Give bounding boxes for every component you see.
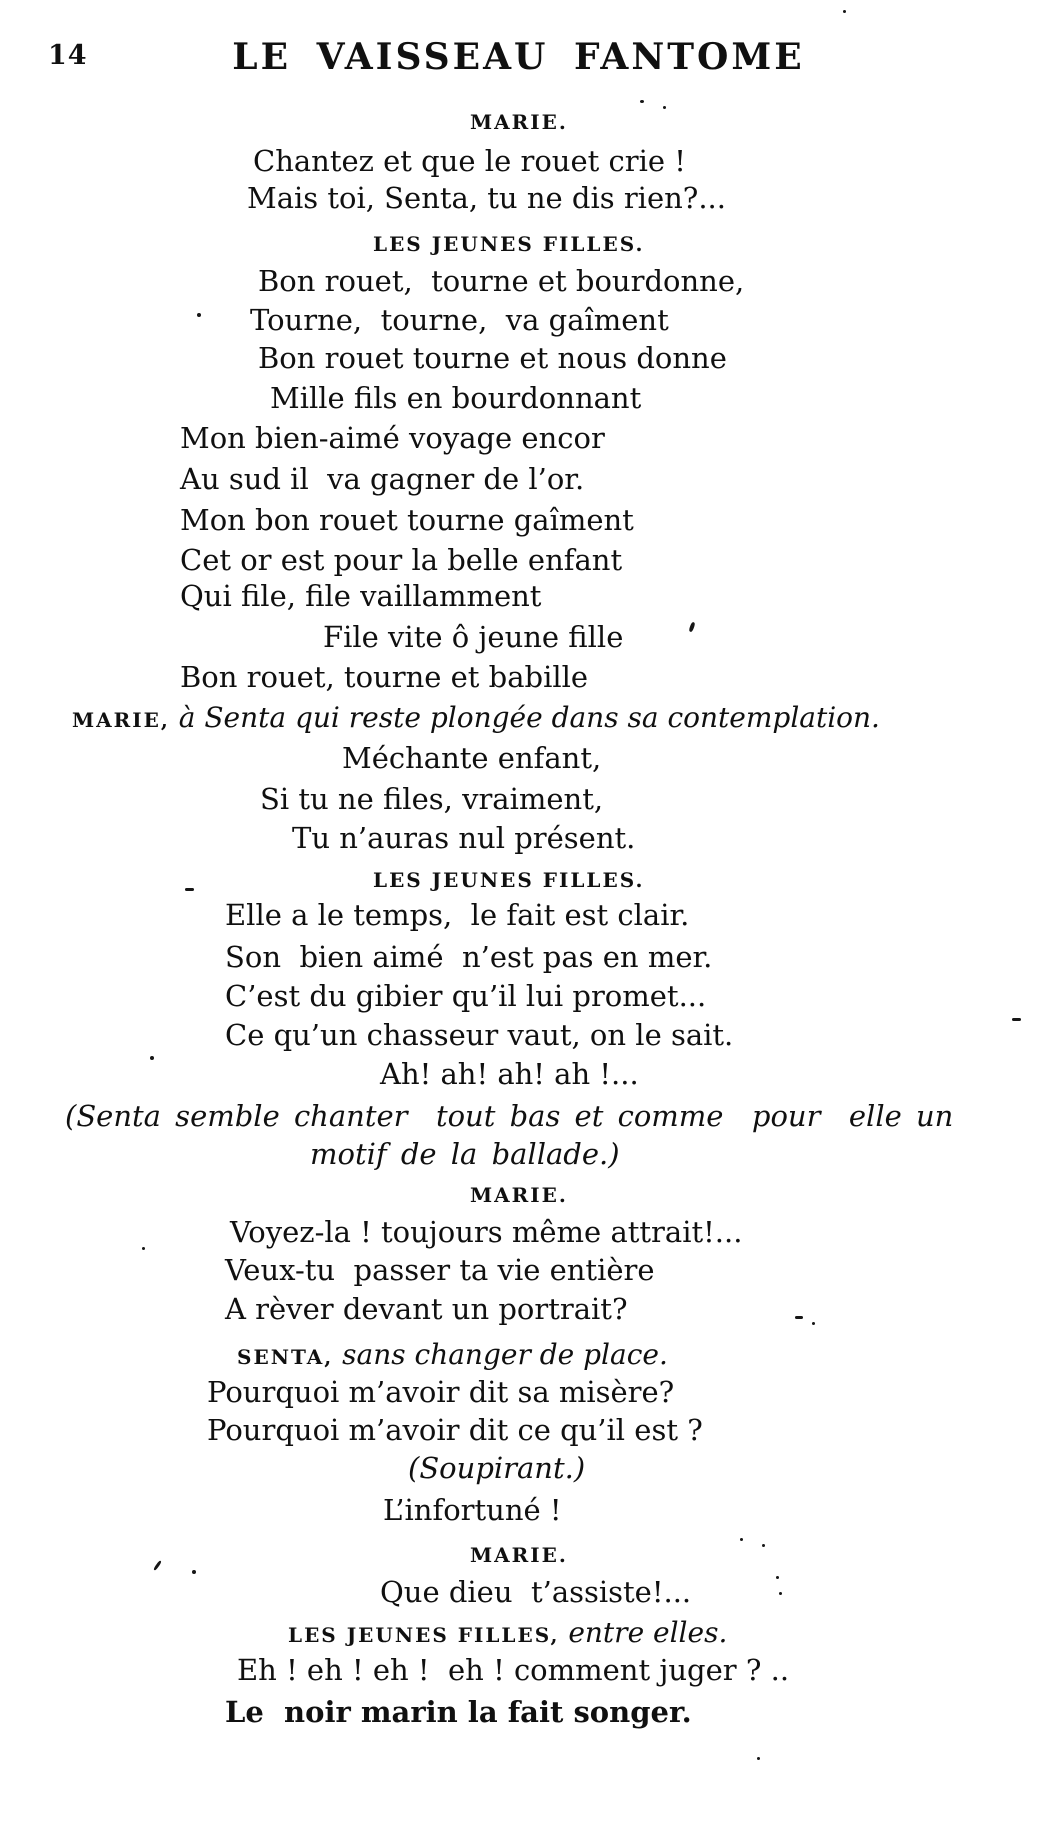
- verse-line: Ah! ah! ah! ah !...: [380, 1057, 639, 1091]
- scan-artifact: [757, 1757, 760, 1760]
- scan-artifact: [795, 1316, 803, 1319]
- verse-line: Veux-tu passer ta vie entière: [225, 1253, 655, 1287]
- running-title: LE VAISSEAU FANTOME: [232, 36, 805, 78]
- stage-direction-inline: à Senta qui reste plongée dans sa contemplation.: [169, 701, 880, 734]
- verse-line: Au sud il va gagner de l’or.: [180, 462, 585, 496]
- speaker-name: SENTA,: [237, 1345, 334, 1369]
- page-number: 14: [48, 40, 88, 71]
- speaker-name: MARIE,: [72, 708, 170, 732]
- speaker-heading: MARIE.: [470, 110, 568, 134]
- verse-line: Elle a le temps, le fait est clair.: [225, 898, 690, 932]
- speaker-with-stage-direction: [72, 700, 880, 740]
- speaker-with-stage-direction: [237, 1337, 668, 1377]
- verse-line: Chantez et que le rouet crie !: [253, 144, 686, 178]
- speaker-heading: LES JEUNES FILLES.: [373, 232, 645, 256]
- verse-line: Le noir marin la fait songer.: [225, 1695, 692, 1729]
- stage-direction: motif de la ballade.): [310, 1137, 620, 1171]
- verse-line: A rèver devant un portrait?: [225, 1292, 628, 1326]
- scan-artifact: [663, 106, 666, 109]
- stage-direction-inline: sans changer de place.: [333, 1338, 668, 1371]
- verse-line: Tu n’auras nul présent.: [292, 821, 636, 855]
- verse-line: Voyez-la ! toujours même attrait!...: [230, 1215, 743, 1249]
- speaker-heading: MARIE.: [470, 1543, 568, 1567]
- verse-line: C’est du gibier qu’il lui promet...: [225, 979, 707, 1013]
- verse-line: Mon bien-aimé voyage encor: [180, 421, 605, 455]
- scan-artifact: [185, 888, 194, 891]
- verse-line: Son bien aimé n’est pas en mer.: [225, 940, 713, 974]
- verse-line: Que dieu t’assiste!...: [380, 1575, 692, 1609]
- verse-line: Mon bon rouet tourne gaîment: [180, 503, 634, 537]
- stage-direction-inline: entre elles.: [559, 1616, 728, 1649]
- scan-artifact: [192, 1570, 196, 1574]
- verse-line: Si tu ne files, vraiment,: [260, 782, 604, 816]
- speaker-name: LES JEUNES FILLES,: [288, 1623, 560, 1647]
- verse-line: Méchante enfant,: [342, 741, 602, 775]
- verse-line: Eh ! eh ! eh ! eh ! comment juger ? ..: [237, 1653, 790, 1687]
- verse-line: Cet or est pour la belle enfant: [180, 543, 623, 577]
- verse-line: File vite ô jeune fille: [323, 620, 624, 654]
- scan-artifact: [197, 313, 201, 317]
- speaker-heading: MARIE.: [470, 1183, 568, 1207]
- scan-artifact: [153, 1560, 162, 1571]
- scan-artifact: [843, 10, 846, 13]
- scan-artifact: [1012, 1018, 1021, 1021]
- scan-artifact: [779, 1592, 782, 1595]
- verse-line: Pourquoi m’avoir dit sa misère?: [207, 1375, 675, 1409]
- verse-line: L’infortuné !: [383, 1493, 562, 1527]
- speaker-heading: LES JEUNES FILLES.: [373, 868, 645, 892]
- scan-artifact: [762, 1544, 765, 1547]
- verse-line: Bon rouet, tourne et babille: [180, 660, 589, 694]
- verse-line: Pourquoi m’avoir dit ce qu’il est ?: [207, 1413, 703, 1447]
- verse-line: Bon rouet, tourne et bourdonne,: [258, 264, 745, 298]
- scan-artifact: [688, 622, 695, 633]
- scan-artifact: [150, 1056, 154, 1060]
- verse-line: Mais toi, Senta, tu ne dis rien?...: [247, 181, 726, 215]
- verse-line: Mille fils en bourdonnant: [270, 381, 642, 415]
- scan-artifact: [740, 1538, 743, 1541]
- scan-artifact: [142, 1247, 145, 1250]
- verse-line: Tourne, tourne, va gaîment: [250, 303, 669, 337]
- speaker-with-stage-direction: [288, 1615, 727, 1655]
- stage-direction: (Soupirant.): [408, 1451, 586, 1485]
- scan-artifact: [812, 1322, 815, 1325]
- verse-line: Qui file, file vaillamment: [180, 579, 542, 613]
- scan-artifact: [776, 1576, 779, 1579]
- verse-line: Bon rouet tourne et nous donne: [258, 341, 727, 375]
- scan-artifact: [640, 100, 644, 103]
- stage-direction: (Senta semble chanter tout bas et comme pour elle un: [65, 1099, 954, 1133]
- verse-line: Ce qu’un chasseur vaut, on le sait.: [225, 1018, 734, 1052]
